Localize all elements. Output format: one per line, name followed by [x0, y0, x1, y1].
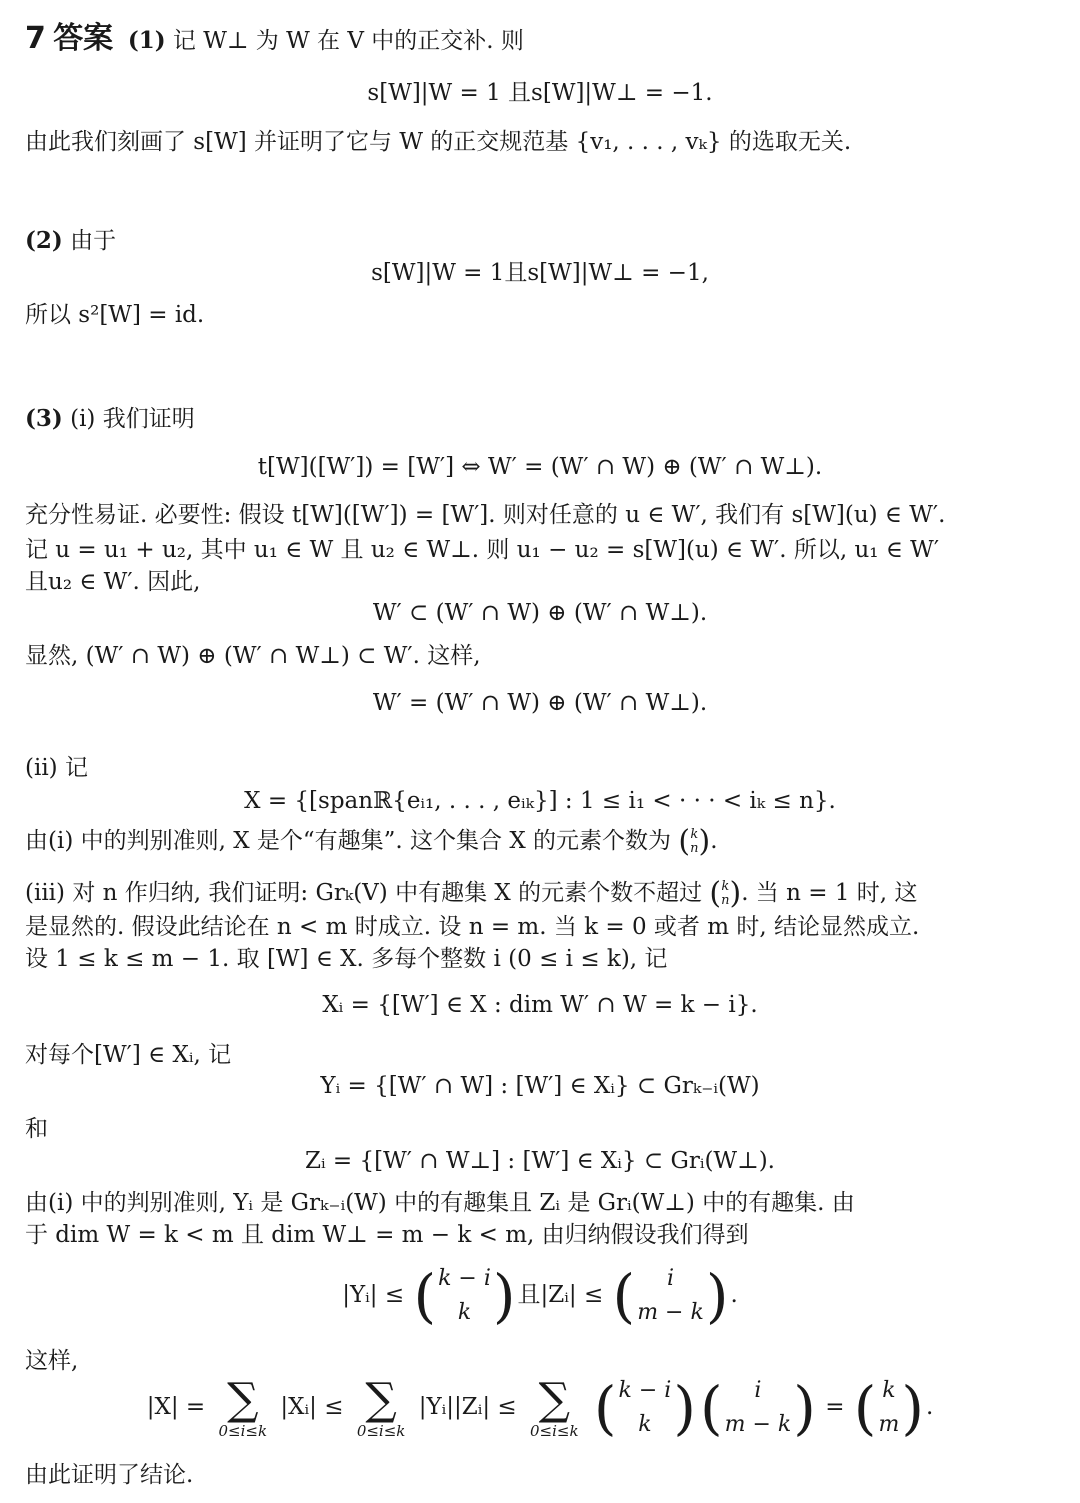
ineq-end: .: [730, 1282, 738, 1309]
binom-bottom: n: [721, 893, 730, 908]
part2-label: (2): [25, 227, 63, 254]
sum-binom-3: ( k m ): [853, 1374, 924, 1443]
binom-top: i: [666, 1266, 675, 1291]
binom-top: k: [690, 827, 699, 843]
binom-k-i-k: ( k − i k ): [413, 1262, 516, 1331]
part3-i-line3: 且u₂ ∈ W′. 因此,: [25, 569, 201, 595]
part3-iii-line5: 由(i) 中的判别准则, Yᵢ 是 Grₖ₋ᵢ(W) 中的有趣集且 Zᵢ 是 Grᵢ(W⊥) 中的有趣集. 由: [25, 1190, 855, 1216]
binom-k-n: ( k n ): [678, 824, 711, 859]
binom-i-m-k: ( i m − k ): [612, 1262, 729, 1331]
part3-i-head: (i) 我们证明: [70, 406, 195, 432]
part3-iii-line6: 于 dim W = k < m 且 dim W⊥ = m − k < m, 由归纳假设我们得到: [25, 1222, 749, 1248]
formula-yi: Yᵢ = {[W′ ∩ W] : [W′] ∈ Xᵢ} ⊂ Grₖ₋ᵢ(W): [320, 1073, 760, 1099]
binom-top: i: [754, 1378, 762, 1403]
binom-top: k: [721, 879, 730, 895]
sum-sign-1: ∑ 0≤i≤k: [218, 1373, 268, 1440]
section-title: 答案: [53, 21, 114, 56]
part3-i-formula1: t[W]([W′]) = [W′] ⇔ W′ = (W′ ∩ W) ⊕ (W′ ∩ W⊥).: [257, 454, 823, 480]
part3-ii-formula: X = {[spanℝ{eᵢ₁, . . . , eᵢₖ}] : 1 ≤ i₁ < · · · < iₖ ≤ n}.: [244, 788, 836, 814]
sum-sign-3: ∑ 0≤i≤k: [530, 1373, 579, 1440]
sum-equals: =: [825, 1394, 845, 1421]
section-number: 7: [25, 21, 46, 56]
inequality-yz: [25, 1262, 1055, 1330]
part3-iii-line4: 对每个[W′] ∈ Xᵢ, 记: [25, 1042, 232, 1068]
part3-i-line4: 显然, (W′ ∩ W) ⊕ (W′ ∩ W⊥) ⊂ W′. 这样,: [25, 643, 481, 669]
ineq-y: |Yᵢ| ≤: [342, 1282, 405, 1309]
part3-iii-line2: 是显然的. 假设此结论在 n < m 时成立. 设 n = m. 当 k = 0 或者 m 时, 结论显然成立.: [25, 914, 920, 940]
sum-subscript: 0≤i≤k: [218, 1421, 268, 1440]
part2-intro: 由于: [70, 228, 117, 254]
part3-i-formula3: W′ = (W′ ∩ W) ⊕ (W′ ∩ W⊥).: [372, 690, 708, 716]
sum-term-1: |Xᵢ| ≤: [280, 1394, 344, 1421]
part3-heading: [25, 403, 1055, 436]
part3-i-line1: 充分性易证. 必要性: 假设 t[W]([W′]) = [W′]. 则对任意的 u ∈ W′, 我们有 s[W](u) ∈ W′.: [25, 502, 946, 528]
binom-top: k − i: [618, 1378, 672, 1403]
sum-end: .: [925, 1394, 934, 1421]
section-heading: [25, 18, 1055, 59]
binom-top: k − i: [438, 1266, 491, 1291]
part3-ii-head: (ii) 记: [25, 755, 88, 781]
binom-bottom: n: [690, 841, 699, 856]
binom-top: k: [882, 1378, 896, 1403]
sum-binom-1: ( k − i k ): [593, 1374, 696, 1443]
part1-formula: s[W]|W = 1 且s[W]|W⊥ = −1.: [367, 80, 713, 106]
part3-i-formula2: W′ ⊂ (W′ ∩ W) ⊕ (W′ ∩ W⊥).: [372, 600, 708, 626]
binom-bottom: k: [457, 1300, 472, 1326]
formula-zi: Zᵢ = {[W′ ∩ W⊥] : [W′] ∈ Xᵢ} ⊂ Grᵢ(W⊥).: [305, 1148, 775, 1174]
binom-bottom: m: [878, 1412, 900, 1438]
sum-sign-2: ∑ 0≤i≤k: [356, 1373, 406, 1440]
part2-heading: [25, 225, 1055, 258]
binom-k-n-2: ( k n ): [709, 876, 742, 911]
sum-subscript: 0≤i≤k: [530, 1421, 579, 1440]
part1-intro: 记 W⊥ 为 W 在 V 中的正交补. 则: [172, 28, 524, 54]
part3-ii-line-text: 由(i) 中的判别准则, X 是个“有趣集”. 这个集合 X 的元素个数为: [25, 828, 672, 854]
sum-binom-2: ( i m − k ): [699, 1374, 816, 1443]
ineq-and: 且|Zᵢ| ≤: [517, 1282, 604, 1309]
sum-term-2: |Yᵢ||Zᵢ| ≤: [418, 1394, 517, 1421]
part3-i-line2: 记 u = u₁ + u₂, 其中 u₁ ∈ W 且 u₂ ∈ W⊥. 则 u₁ − u₂ = s[W](u) ∈ W′. 所以, u₁ ∈ W′: [25, 537, 940, 563]
binom-bottom: m − k: [637, 1300, 704, 1326]
part3-iii-line1-end: . 当 n = 1 时, 这: [741, 880, 918, 906]
part3-label: (3): [25, 405, 63, 432]
part2-formula: s[W]|W = 1且s[W]|W⊥ = −1,: [371, 260, 709, 286]
binom-bottom: m − k: [724, 1412, 792, 1438]
part3-iii-line7: 这样,: [25, 1348, 79, 1374]
part2-conclusion: 所以 s²[W] = id.: [25, 302, 205, 328]
sum-subscript: 0≤i≤k: [356, 1421, 406, 1440]
formula-xi: Xᵢ = {[W′] ∈ X : dim W′ ∩ W = k − i}.: [322, 992, 758, 1018]
part3-iii-line3: 设 1 ≤ k ≤ m − 1. 取 [W] ∈ X. 多每个整数 i (0 ≤ i ≤ k), 记: [25, 946, 668, 972]
summation-formula: [25, 1374, 1055, 1442]
part3-ii-line: [25, 826, 1055, 858]
part3-iii-and: 和: [25, 1116, 48, 1142]
sum-lhs: |X| =: [146, 1394, 206, 1421]
final-conclusion: 由此证明了结论.: [25, 1462, 194, 1488]
part1-conclusion: 由此我们刻画了 s[W] 并证明了它与 W 的正交规范基 {v₁, . . . , vₖ} 的选取无关.: [25, 129, 852, 155]
binom-bottom: k: [638, 1412, 652, 1438]
part1-label: (1): [127, 27, 166, 54]
part3-ii-line-end: .: [710, 828, 718, 854]
part3-iii-line1-text: (iii) 对 n 作归纳, 我们证明: Grₖ(V) 中有趣集 X 的元素个数不超过: [25, 880, 703, 906]
part3-iii-line1: [25, 878, 1055, 910]
